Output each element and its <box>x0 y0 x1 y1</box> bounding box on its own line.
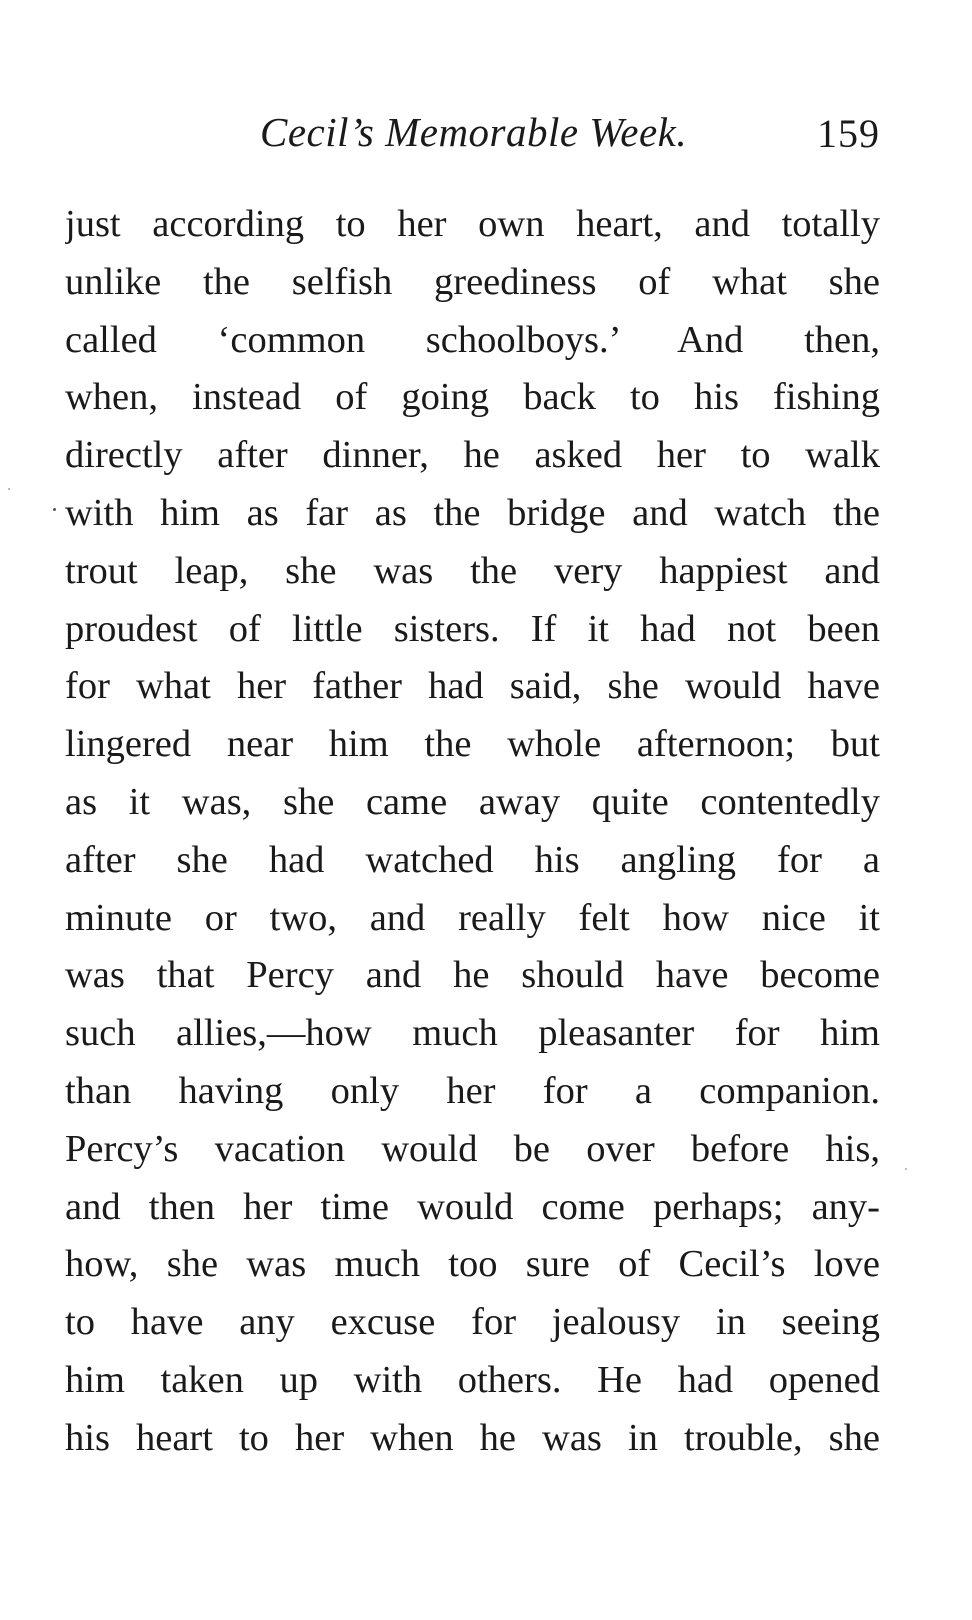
text-line: after she had watched his angling for a <box>65 838 880 881</box>
text-line: his heart to her when he was in trouble, she <box>65 1416 880 1459</box>
text-line: and then her time would come perhaps; any- <box>65 1185 880 1228</box>
running-title: Cecil’s Memorable Week. <box>260 109 688 155</box>
text-line: when, instead of going back to his fishing <box>65 376 880 419</box>
text-line: directly after dinner, he asked her to walk <box>65 434 880 477</box>
text-line: with him as far as the bridge and watch the <box>65 491 880 534</box>
margin-speck <box>8 488 10 490</box>
text-line: for what her father had said, she would have <box>65 665 880 708</box>
text-line: minute or two, and really felt how nice it <box>65 896 880 939</box>
text-line: lingered near him the whole afternoon; but <box>65 723 880 766</box>
margin-mark <box>53 508 56 511</box>
text-line: to have any excuse for jealousy in seeing <box>65 1301 880 1344</box>
running-head <box>0 108 972 164</box>
page-number: 159 <box>817 111 880 156</box>
text-line: such allies,—how much pleasanter for him <box>65 1012 880 1055</box>
margin-speck <box>905 1168 907 1170</box>
text-line: proudest of little sisters. If it had not been <box>65 607 880 650</box>
text-line: as it was, she came away quite contentedly <box>65 780 880 823</box>
text-line: him taken up with others. He had opened <box>65 1358 880 1401</box>
text-line: trout leap, she was the very happiest and <box>65 549 880 592</box>
body-text <box>65 196 880 1468</box>
text-line: was that Percy and he should have become <box>65 954 880 997</box>
text-line: called ‘common schoolboys.’ And then, <box>65 318 880 361</box>
text-line: unlike the selfish greediness of what she <box>65 260 880 303</box>
text-line: Percy’s vacation would be over before his, <box>65 1127 880 1170</box>
text-line: how, she was much too sure of Cecil’s love <box>65 1243 880 1286</box>
text-line: than having only her for a companion. <box>65 1069 880 1112</box>
text-line: just according to her own heart, and totally <box>65 203 880 245</box>
